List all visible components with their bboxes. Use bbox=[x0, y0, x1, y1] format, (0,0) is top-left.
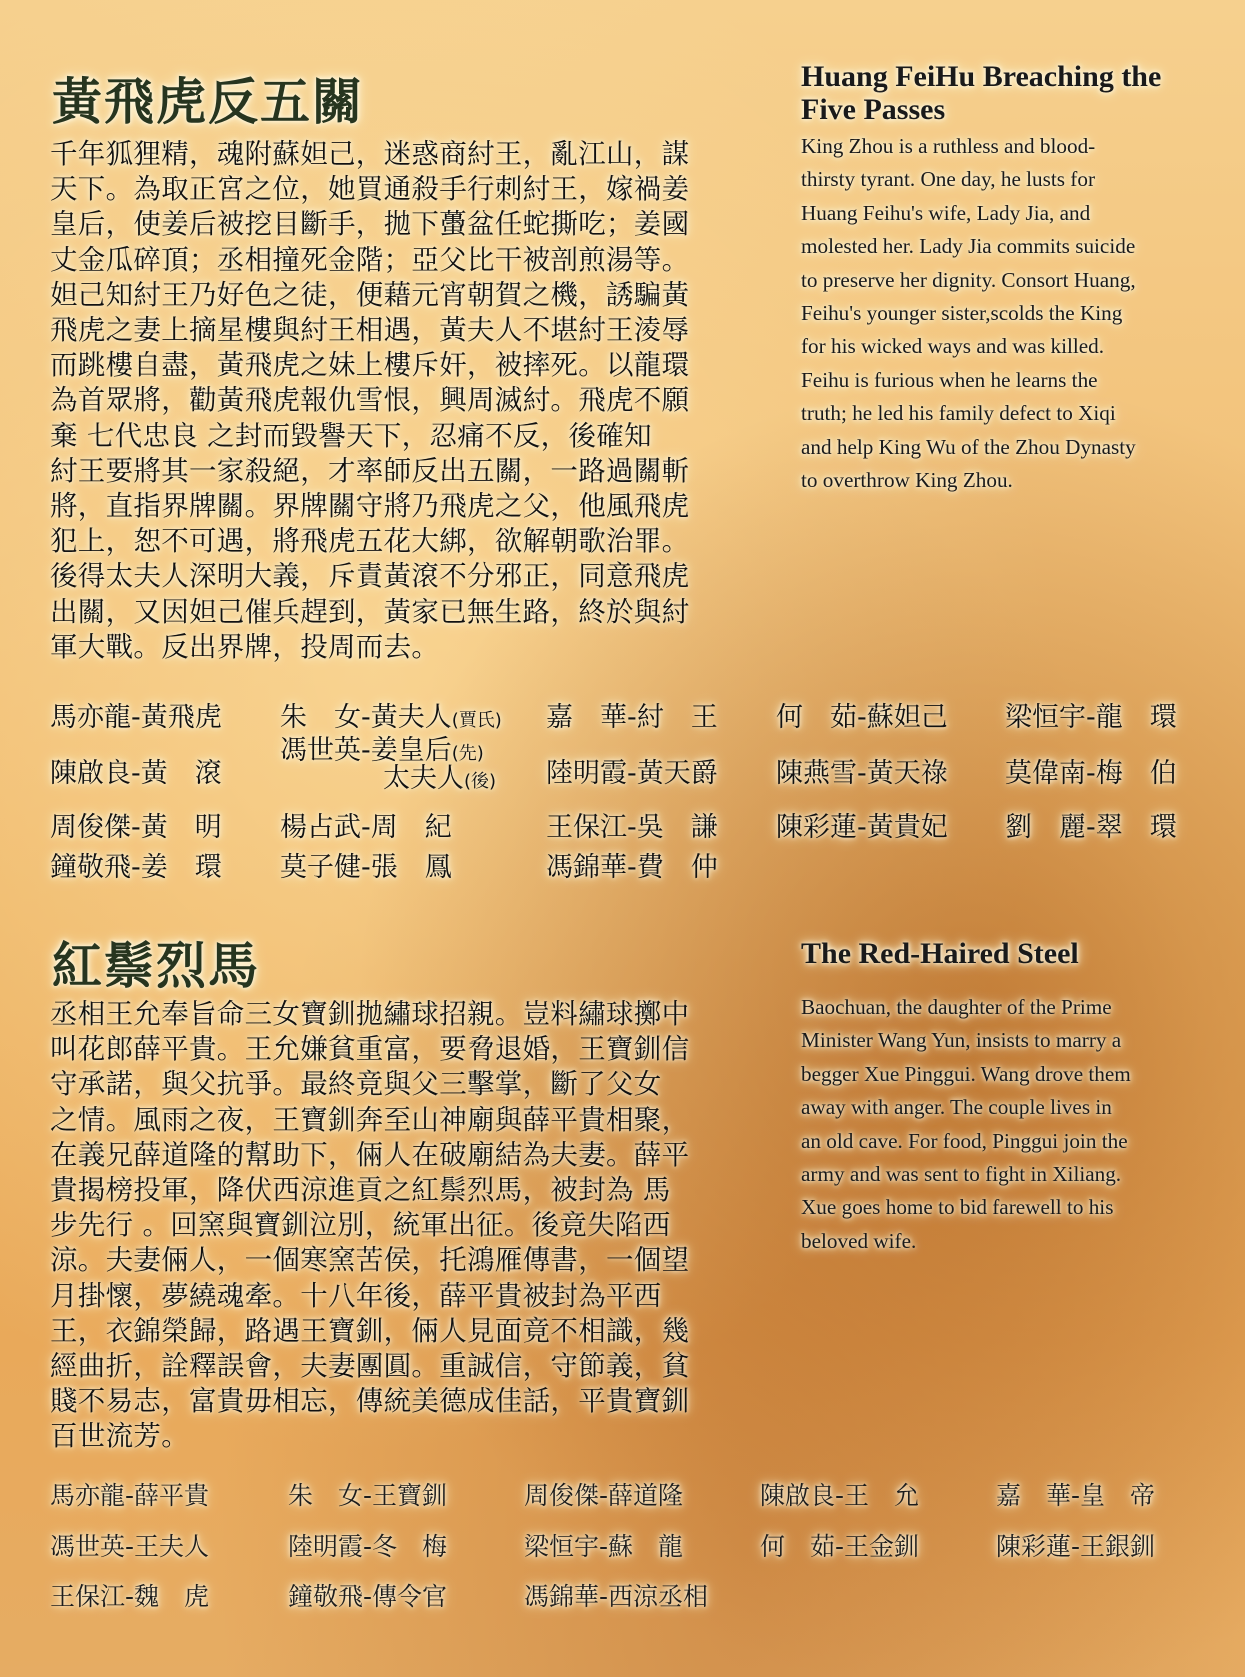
cast-entry: 馬亦龍-黃飛虎 bbox=[50, 702, 222, 733]
synopsis-line: 為首眾將，勸黃飛虎報仇雪恨，興周滅紂。飛虎不願 bbox=[50, 384, 690, 417]
cast-entry: 陳啟良-黃 滾 bbox=[50, 758, 222, 789]
cast-entry-note: (後) bbox=[464, 771, 497, 792]
synopsis-line: 妲己知紂王乃好色之徒，便藉元宵朝賀之機，誘騙黃 bbox=[50, 278, 690, 311]
synopsis-line: Minister Wang Yun, insists to marry a bbox=[801, 1028, 1122, 1053]
synopsis-line: to overthrow King Zhou. bbox=[801, 468, 1013, 493]
cast-entry: 何 茹-蘇妲己 bbox=[776, 702, 948, 733]
cast-entry: 馬亦龍-薛平貴 bbox=[50, 1481, 210, 1510]
synopsis-line: 而跳樓自盡，黃飛虎之妹上樓斥奸，被摔死。以龍環 bbox=[50, 349, 690, 382]
cast-entry: 陸明霞-黃天爵 bbox=[546, 758, 718, 789]
synopsis-line: 百世流芳。 bbox=[50, 1420, 189, 1453]
story2-chinese-synopsis bbox=[50, 997, 772, 1455]
cast-entry: 陸明霞-冬 梅 bbox=[288, 1532, 448, 1561]
synopsis-line: 出關，又因妲己催兵趕到，黃家已無生路，終於與紂 bbox=[50, 595, 690, 628]
cast-entry: 劉 麗-翠 環 bbox=[1005, 812, 1177, 843]
synopsis-line: beloved wife. bbox=[801, 1228, 917, 1253]
synopsis-line: 之情。風雨之夜，王寶釧奔至山神廟與薛平貴相聚， bbox=[50, 1103, 690, 1136]
synopsis-line: molested her. Lady Jia commits suicide bbox=[801, 234, 1136, 259]
cast-entry: 陳彩蓮-黃貴妃 bbox=[776, 812, 948, 843]
synopsis-line: 軍大戰。反出界牌，投周而去。 bbox=[50, 630, 440, 663]
story1-english-title: Huang FeiHu Breaching the Five Passes bbox=[801, 60, 1162, 126]
cast-entry-note: (賈氏) bbox=[451, 710, 502, 731]
synopsis-line: 丞相王允奉旨命三女寶釧拋繡球招親。豈料繡球擲中 bbox=[50, 998, 690, 1030]
cast-entry: 馮世英-王夫人 bbox=[50, 1532, 210, 1561]
synopsis-line: and help King Wu of the Zhou Dynasty bbox=[801, 434, 1136, 459]
cast-entry: 王保江-魏 虎 bbox=[50, 1582, 210, 1611]
cast-entry: 嘉 華-紂 王 bbox=[546, 702, 718, 733]
synopsis-line: 賤不易志，富貴毋相忘，傳統美德成佳話，平貴寶釧 bbox=[50, 1385, 690, 1418]
synopsis-line: to preserve her dignity. Consort Huang, bbox=[801, 267, 1136, 292]
cast-entry: 何 茹-王金釧 bbox=[760, 1532, 920, 1561]
synopsis-line: 叫花郎薛平貴。王允嫌貧重富，要脅退婚，王寶釧信 bbox=[50, 1033, 690, 1066]
cast-entry: 莫偉南-梅 伯 bbox=[1005, 758, 1177, 789]
synopsis-line: truth; he led his family defect to Xiqi bbox=[801, 401, 1116, 426]
cast-entry-stacked bbox=[280, 735, 497, 794]
cast-entry: 梁恒宇-蘇 龍 bbox=[524, 1532, 684, 1561]
synopsis-line: 犯上，恕不可遇，將飛虎五花大綁，欲解朝歌治罪。 bbox=[50, 525, 690, 558]
cast-entry: 鐘敬飛-傳令官 bbox=[288, 1582, 448, 1611]
synopsis-line: King Zhou is a ruthless and blood- bbox=[801, 134, 1096, 158]
synopsis-line: for his wicked ways and was killed. bbox=[801, 334, 1105, 359]
synopsis-line: 涼。夫妻倆人，一個寒窯苦侯，托鴻雁傳書，一個望 bbox=[50, 1244, 690, 1277]
cast-role-primary: 馮世英-姜皇后 bbox=[280, 735, 452, 766]
cast-entry: 朱 女-王寶釧 bbox=[288, 1481, 448, 1510]
synopsis-line: 後得太夫人深明大義，斥責黃滾不分邪正，同意飛虎 bbox=[50, 560, 690, 593]
story1-chinese-title: 黃飛虎反五關 bbox=[52, 72, 364, 131]
cast-entry: 馮錦華-西涼丞相 bbox=[524, 1582, 709, 1611]
synopsis-line: 棄 七代忠良 之封而毀譽天下，忍痛不反，後確知 bbox=[50, 419, 652, 452]
cast-entry: 鐘敬飛-姜 環 bbox=[50, 852, 222, 883]
cast-entry: 馮錦華-費 仲 bbox=[546, 852, 718, 883]
synopsis-line: Feihu is furious when he learns the bbox=[801, 367, 1098, 392]
synopsis-line: Feihu's younger sister,scolds the King bbox=[801, 301, 1123, 326]
cast-entry: 嘉 華-皇 帝 bbox=[996, 1481, 1156, 1510]
cast-entry bbox=[280, 695, 502, 734]
story1-english-synopsis bbox=[801, 130, 1197, 497]
synopsis-line: away with anger. The couple lives in bbox=[801, 1095, 1112, 1120]
cast-entry: 陳燕雪-黃天祿 bbox=[776, 758, 948, 789]
synopsis-line: 月掛懷，夢繞魂牽。十八年後，薛平貴被封為平西 bbox=[50, 1279, 662, 1312]
cast-entry-note: (先) bbox=[451, 743, 484, 764]
synopsis-line: 步先行 。回窯與寶釧泣別，統軍出征。後竟失陷西 bbox=[50, 1209, 671, 1242]
cast-entry: 周俊傑-薛道隆 bbox=[524, 1481, 684, 1510]
synopsis-line: 丈金瓜碎頂；丞相撞死金階；亞父比干被剖煎湯等。 bbox=[50, 243, 690, 276]
cast-role-secondary: 太夫人 bbox=[383, 763, 464, 794]
synopsis-line: 天下。為取正宮之位，她買通殺手行刺紂王，嫁禍姜 bbox=[50, 173, 690, 206]
cast-entry: 莫子健-張 鳳 bbox=[280, 852, 452, 883]
synopsis-line: 飛虎之妻上摘星樓與紂王相遇，黃夫人不堪紂王淩辱 bbox=[50, 314, 690, 347]
cast-entry: 陳啟良-王 允 bbox=[760, 1481, 920, 1510]
synopsis-line: army and was sent to fight in Xiliang. bbox=[801, 1162, 1122, 1187]
synopsis-line: 將，直指界牌關。界牌關守將乃飛虎之父，他風飛虎 bbox=[50, 490, 690, 523]
synopsis-line: 在義兄薛道隆的幫助下，倆人在破廟結為夫妻。薛平 bbox=[50, 1138, 690, 1171]
synopsis-line: 皇后，使姜后被挖目斷手，拋下蠆盆任蛇撕吃；姜國 bbox=[50, 208, 690, 241]
cast-entry: 梁恒宇-龍 環 bbox=[1005, 702, 1177, 733]
synopsis-line: begger Xue Pinggui. Wang drove them bbox=[801, 1061, 1131, 1086]
synopsis-line: 王，衣錦榮歸，路遇王寶釧，倆人見面竟不相識，幾 bbox=[50, 1314, 690, 1347]
synopsis-line: 千年狐狸精，魂附蘇妲己，迷惑商紂王，亂江山，謀 bbox=[50, 138, 690, 170]
story2-english-title: The Red-Haired Steel bbox=[801, 937, 1079, 970]
story2-chinese-title: 紅鬃烈馬 bbox=[52, 936, 260, 995]
cast-entry-text: 朱 女-黃夫人 bbox=[280, 702, 452, 733]
cast-entry-text bbox=[280, 735, 497, 794]
synopsis-line: an old cave. For food, Pinggui join the bbox=[801, 1128, 1128, 1153]
synopsis-line: Xue goes home to bid farewell to his bbox=[801, 1195, 1114, 1220]
cast-entry: 楊占武-周 紀 bbox=[280, 812, 452, 843]
synopsis-line: 貴揭榜投軍，降伏西涼進貢之紅鬃烈馬，被封為 馬 bbox=[50, 1174, 671, 1207]
synopsis-line: 紂王要將其一家殺絕，才率師反出五關，一路過關斬 bbox=[50, 454, 690, 487]
synopsis-line: Huang Feihu's wife, Lady Jia, and bbox=[801, 200, 1091, 225]
synopsis-line: 守承諾，與父抗爭。最終竟與父三擊掌，斷了父女 bbox=[50, 1068, 662, 1101]
synopsis-line: 經曲折，詮釋誤會，夫妻團圓。重誠信，守節義，貧 bbox=[50, 1350, 690, 1383]
cast-entry: 周俊傑-黃 明 bbox=[50, 812, 222, 843]
story1-chinese-synopsis bbox=[50, 137, 772, 665]
cast-entry: 陳彩蓮-王銀釧 bbox=[996, 1532, 1156, 1561]
synopsis-line: Baochuan, the daughter of the Prime bbox=[801, 995, 1112, 1019]
cast-entry: 王保江-吳 謙 bbox=[546, 812, 718, 843]
synopsis-line: thirsty tyrant. One day, he lusts for bbox=[801, 167, 1096, 192]
story2-english-synopsis bbox=[801, 991, 1197, 1258]
